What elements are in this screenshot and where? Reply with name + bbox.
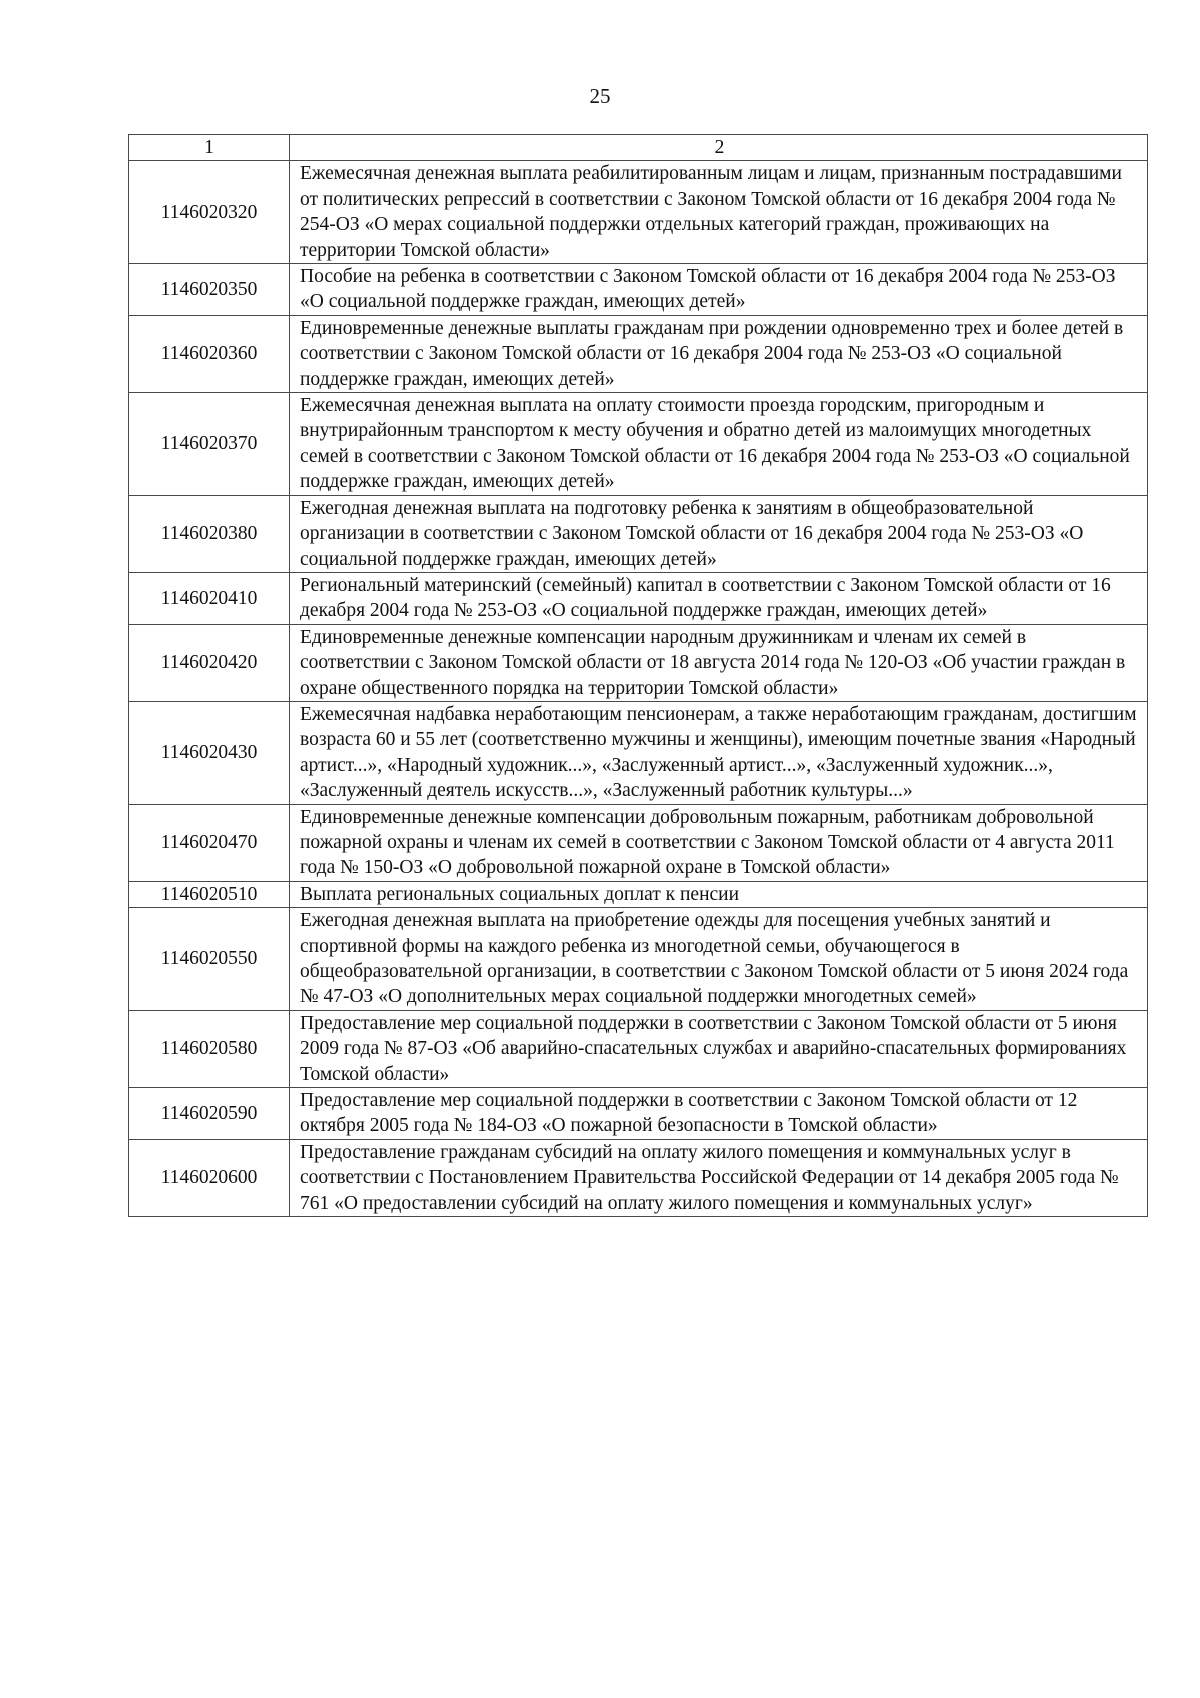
row-description-cell: Региональный материнский (семейный) капитал в соответствии с Законом Томской области от 16 декабря 2004 года № 253-ОЗ «О социальной поддержке граждан, имеющих детей» xyxy=(290,572,1148,624)
row-description-cell: Единовременные денежные компенсации добровольным пожарным, работникам добровольной пожарной охраны и членам их семей в соответствии с Законом Томской области от 4 августа 2011 года № 150-ОЗ «О добровольной пожарной охране в Томской области» xyxy=(290,804,1148,881)
row-description-cell: Единовременные денежные выплаты гражданам при рождении одновременно трех и более детей в соответствии с Законом Томской области от 16 декабря 2004 года № 253-ОЗ «О социальной поддержке граждан, имеющих детей» xyxy=(290,315,1148,392)
row-code-cell: 1146020420 xyxy=(129,624,290,701)
column-header-1: 1 xyxy=(129,135,290,161)
table-row xyxy=(129,1088,1148,1140)
row-description-cell: Предоставление гражданам субсидий на оплату жилого помещения и коммунальных услуг в соответствии с Постановлением Правительства Российской Федерации от 14 декабря 2005 года № 761 «О предоставлении субсидий на оплату жилого помещения и коммунальных услуг» xyxy=(290,1139,1148,1216)
table-row xyxy=(129,161,1148,264)
row-code-cell: 1146020600 xyxy=(129,1139,290,1216)
row-code-cell: 1146020470 xyxy=(129,804,290,881)
table-row xyxy=(129,315,1148,392)
row-code-cell: 1146020430 xyxy=(129,701,290,804)
row-description-cell: Предоставление мер социальной поддержки в соответствии с Законом Томской области от 5 июня 2009 года № 87-ОЗ «Об аварийно-спасательных службах и аварийно-спасательных формированиях Томской области» xyxy=(290,1010,1148,1087)
row-code-cell: 1146020360 xyxy=(129,315,290,392)
table-row xyxy=(129,572,1148,624)
table-row xyxy=(129,804,1148,881)
row-code-cell: 1146020350 xyxy=(129,264,290,316)
row-description-cell: Пособие на ребенка в соответствии с Законом Томской области от 16 декабря 2004 года № 253-ОЗ «О социальной поддержке граждан, имеющих детей» xyxy=(290,264,1148,316)
table-row xyxy=(129,881,1148,907)
row-description-cell: Ежегодная денежная выплата на приобретение одежды для посещения учебных занятий и спортивной формы на каждого ребенка из многодетной семьи, обучающегося в общеобразовательной организации, в соответствии с Законом Томской области от 5 июня 2024 года № 47-ОЗ «О дополнительных мерах социальной поддержки многодетных семей» xyxy=(290,908,1148,1011)
table-row xyxy=(129,701,1148,804)
row-description-cell: Единовременные денежные компенсации народным дружинникам и членам их семей в соответствии с Законом Томской области от 18 августа 2014 года № 120-ОЗ «Об участии граждан в охране общественного порядка на территории Томской области» xyxy=(290,624,1148,701)
page-number: 25 xyxy=(589,84,611,108)
row-description-cell: Ежемесячная надбавка неработающим пенсионерам, а также неработающим гражданам, достигшим возраста 60 и 55 лет (соответственно мужчины и женщины), имеющим почетные звания «Народный артист...», «Народный художник...», «Заслуженный артист...», «Заслуженный художник...», «Заслуженный деятель искусств...», «Заслуженный работник культуры...» xyxy=(290,701,1148,804)
table-row xyxy=(129,908,1148,1011)
row-code-cell: 1146020590 xyxy=(129,1088,290,1140)
table-row xyxy=(129,1010,1148,1087)
row-description-cell: Ежегодная денежная выплата на подготовку ребенка к занятиям в общеобразовательной организации в соответствии с Законом Томской области от 16 декабря 2004 года № 253-ОЗ «О социальной поддержке граждан, имеющих детей» xyxy=(290,495,1148,572)
table-body xyxy=(129,135,1148,1217)
table-header-row xyxy=(129,135,1148,161)
row-code-cell: 1146020370 xyxy=(129,393,290,496)
row-code-cell: 1146020580 xyxy=(129,1010,290,1087)
table-row xyxy=(129,495,1148,572)
row-code-cell: 1146020320 xyxy=(129,161,290,264)
table-row xyxy=(129,1139,1148,1216)
table-row xyxy=(129,393,1148,496)
table-row xyxy=(129,624,1148,701)
row-description-cell: Ежемесячная денежная выплата реабилитированным лицам и лицам, признанным пострадавшими от политических репрессий в соответствии с Законом Томской области от 16 декабря 2004 года № 254-ОЗ «О мерах социальной поддержки отдельных категорий граждан, проживающих на территории Томской области» xyxy=(290,161,1148,264)
column-header-2: 2 xyxy=(290,135,1148,161)
budget-codes-table xyxy=(128,134,1148,1217)
row-description-cell: Предоставление мер социальной поддержки в соответствии с Законом Томской области от 12 октября 2005 года № 184-ОЗ «О пожарной безопасности в Томской области» xyxy=(290,1088,1148,1140)
row-code-cell: 1146020550 xyxy=(129,908,290,1011)
row-description-cell: Выплата региональных социальных доплат к пенсии xyxy=(290,881,1148,907)
table-row xyxy=(129,264,1148,316)
row-description-cell: Ежемесячная денежная выплата на оплату стоимости проезда городским, пригородным и внутрирайонным транспортом к месту обучения и обратно детей из малоимущих многодетных семей в соответствии с Законом Томской области от 16 декабря 2004 года № 253-ОЗ «О социальной поддержке граждан, имеющих детей» xyxy=(290,393,1148,496)
row-code-cell: 1146020410 xyxy=(129,572,290,624)
row-code-cell: 1146020510 xyxy=(129,881,290,907)
row-code-cell: 1146020380 xyxy=(129,495,290,572)
